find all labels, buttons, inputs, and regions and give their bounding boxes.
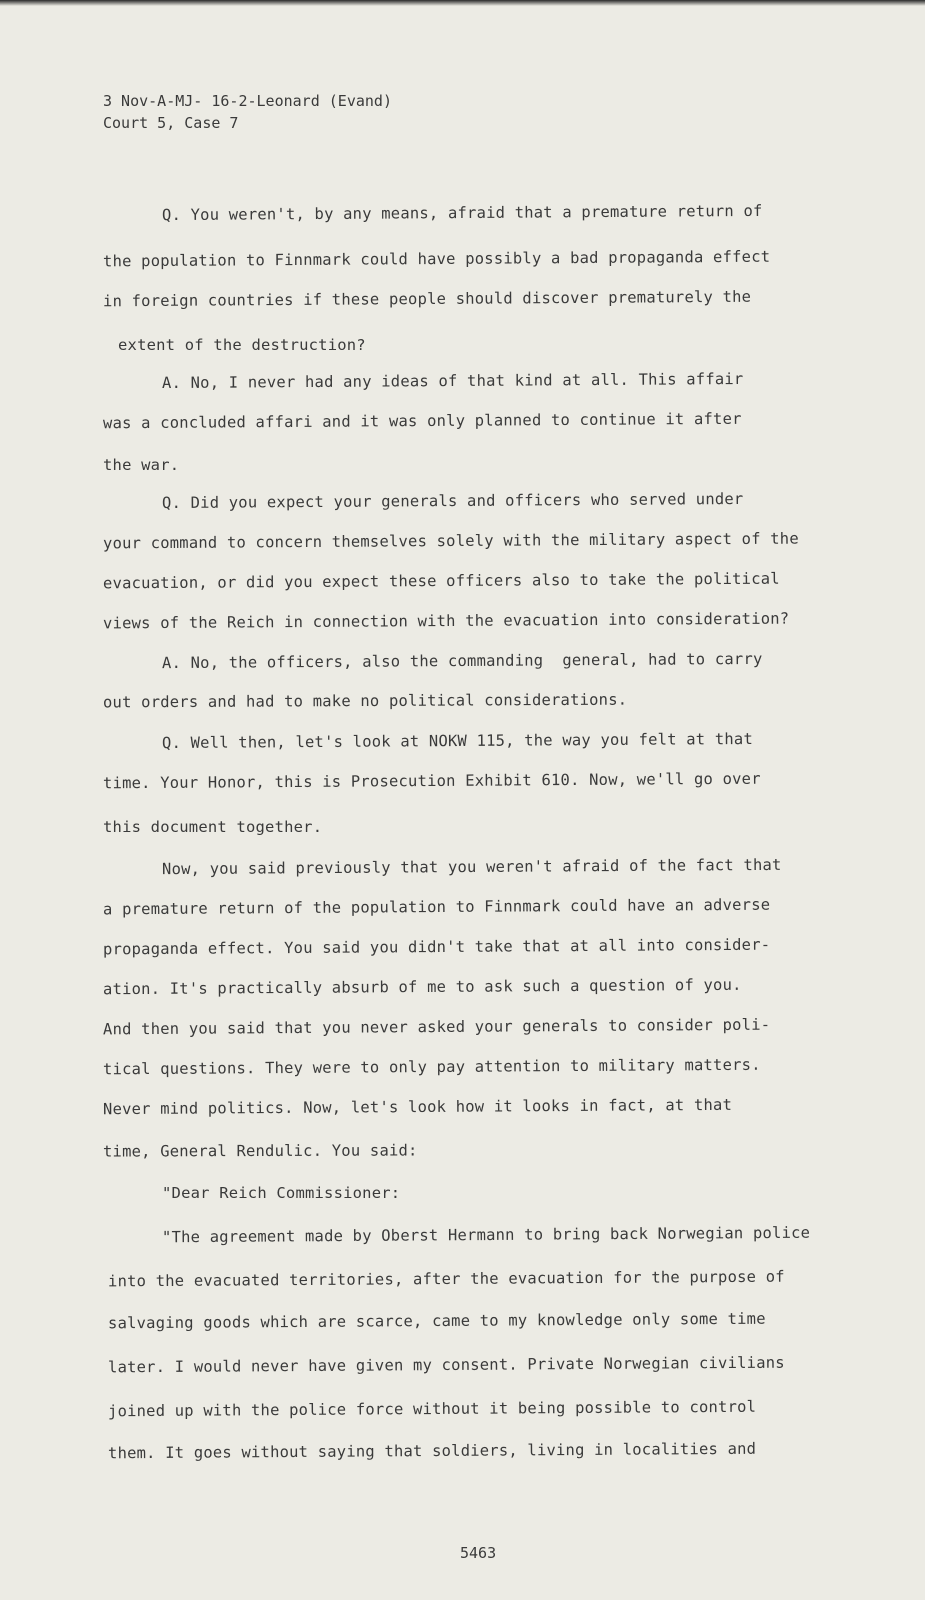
text-line: Q. Did you expect your generals and officers who served under — [161, 489, 744, 513]
text-line: tical questions. They were to only pay attention to military matters. — [102, 1055, 761, 1079]
text-line: this document together. — [103, 818, 323, 836]
text-line: A. No, I never had any ideas of that kind at all. This affair — [161, 369, 744, 393]
text-line: into the evacuated territories, after the evacuation for the purpose of — [107, 1267, 785, 1291]
text-line: was a concluded affari and it was only planned to continue it after — [102, 409, 742, 433]
text-line: views of the Reich in connection with the evacuation into consideration? — [102, 609, 790, 633]
text-line: salvaging goods which are scarce, came to my knowledge only some time — [107, 1309, 766, 1333]
text-line: "Dear Reich Commissioner: — [162, 1184, 401, 1202]
text-line: later. I would never have given my consent. Private Norwegian civilians — [107, 1353, 785, 1377]
document-header — [103, 90, 392, 134]
text-line: time. Your Honor, this is Prosecution Exhibit 610. Now, we'll go over — [102, 769, 761, 793]
text-line: "The agreement made by Oberst Hermann to bring back Norwegian police — [161, 1223, 811, 1247]
text-line: evacuation, or did you expect these officers also to take the political — [102, 569, 780, 593]
text-line: joined up with the police force without it being possible to control — [107, 1397, 757, 1421]
text-line: a premature return of the population to Finnmark could have an adverse — [102, 895, 771, 919]
text-line: the population to Finnmark could have possibly a bad propaganda effect — [102, 247, 771, 271]
header-line-1: 3 Nov-A-MJ- 16-2-Leonard (Evand) — [103, 92, 392, 110]
text-line: And then you said that you never asked your generals to consider poli- — [102, 1015, 771, 1039]
text-line: Now, you said previously that you weren't afraid of the fact that — [161, 855, 782, 879]
page-number: 5463 — [460, 1544, 497, 1562]
text-line: them. It goes without saying that soldiers, living in localities and — [107, 1439, 757, 1463]
text-line: Q. Well then, let's look at NOKW 115, the way you felt at that — [161, 729, 754, 753]
text-line: ation. It's practically absurb of me to ask such a question of you. — [102, 975, 742, 999]
text-line: your command to concern themselves solely with the military aspect of the — [102, 529, 799, 553]
text-line: Q. You weren't, by any means, afraid that a premature return of — [161, 201, 763, 225]
text-line: time, General Rendulic. You said: — [102, 1141, 418, 1161]
text-line: out orders and had to make no political considerations. — [102, 690, 628, 712]
text-line: A. No, the officers, also the commanding general, had to carry — [161, 649, 763, 673]
header-line-2: Court 5, Case 7 — [103, 114, 239, 132]
text-line: propaganda effect. You said you didn't take that at all into consider- — [102, 935, 771, 959]
text-line: the war. — [103, 456, 180, 474]
page-top-edge — [0, 0, 925, 6]
text-line: Never mind politics. Now, let's look how it looks in fact, at that — [102, 1095, 733, 1119]
text-line: extent of the destruction? — [118, 336, 366, 354]
text-line: in foreign countries if these people should discover prematurely the — [102, 287, 752, 311]
